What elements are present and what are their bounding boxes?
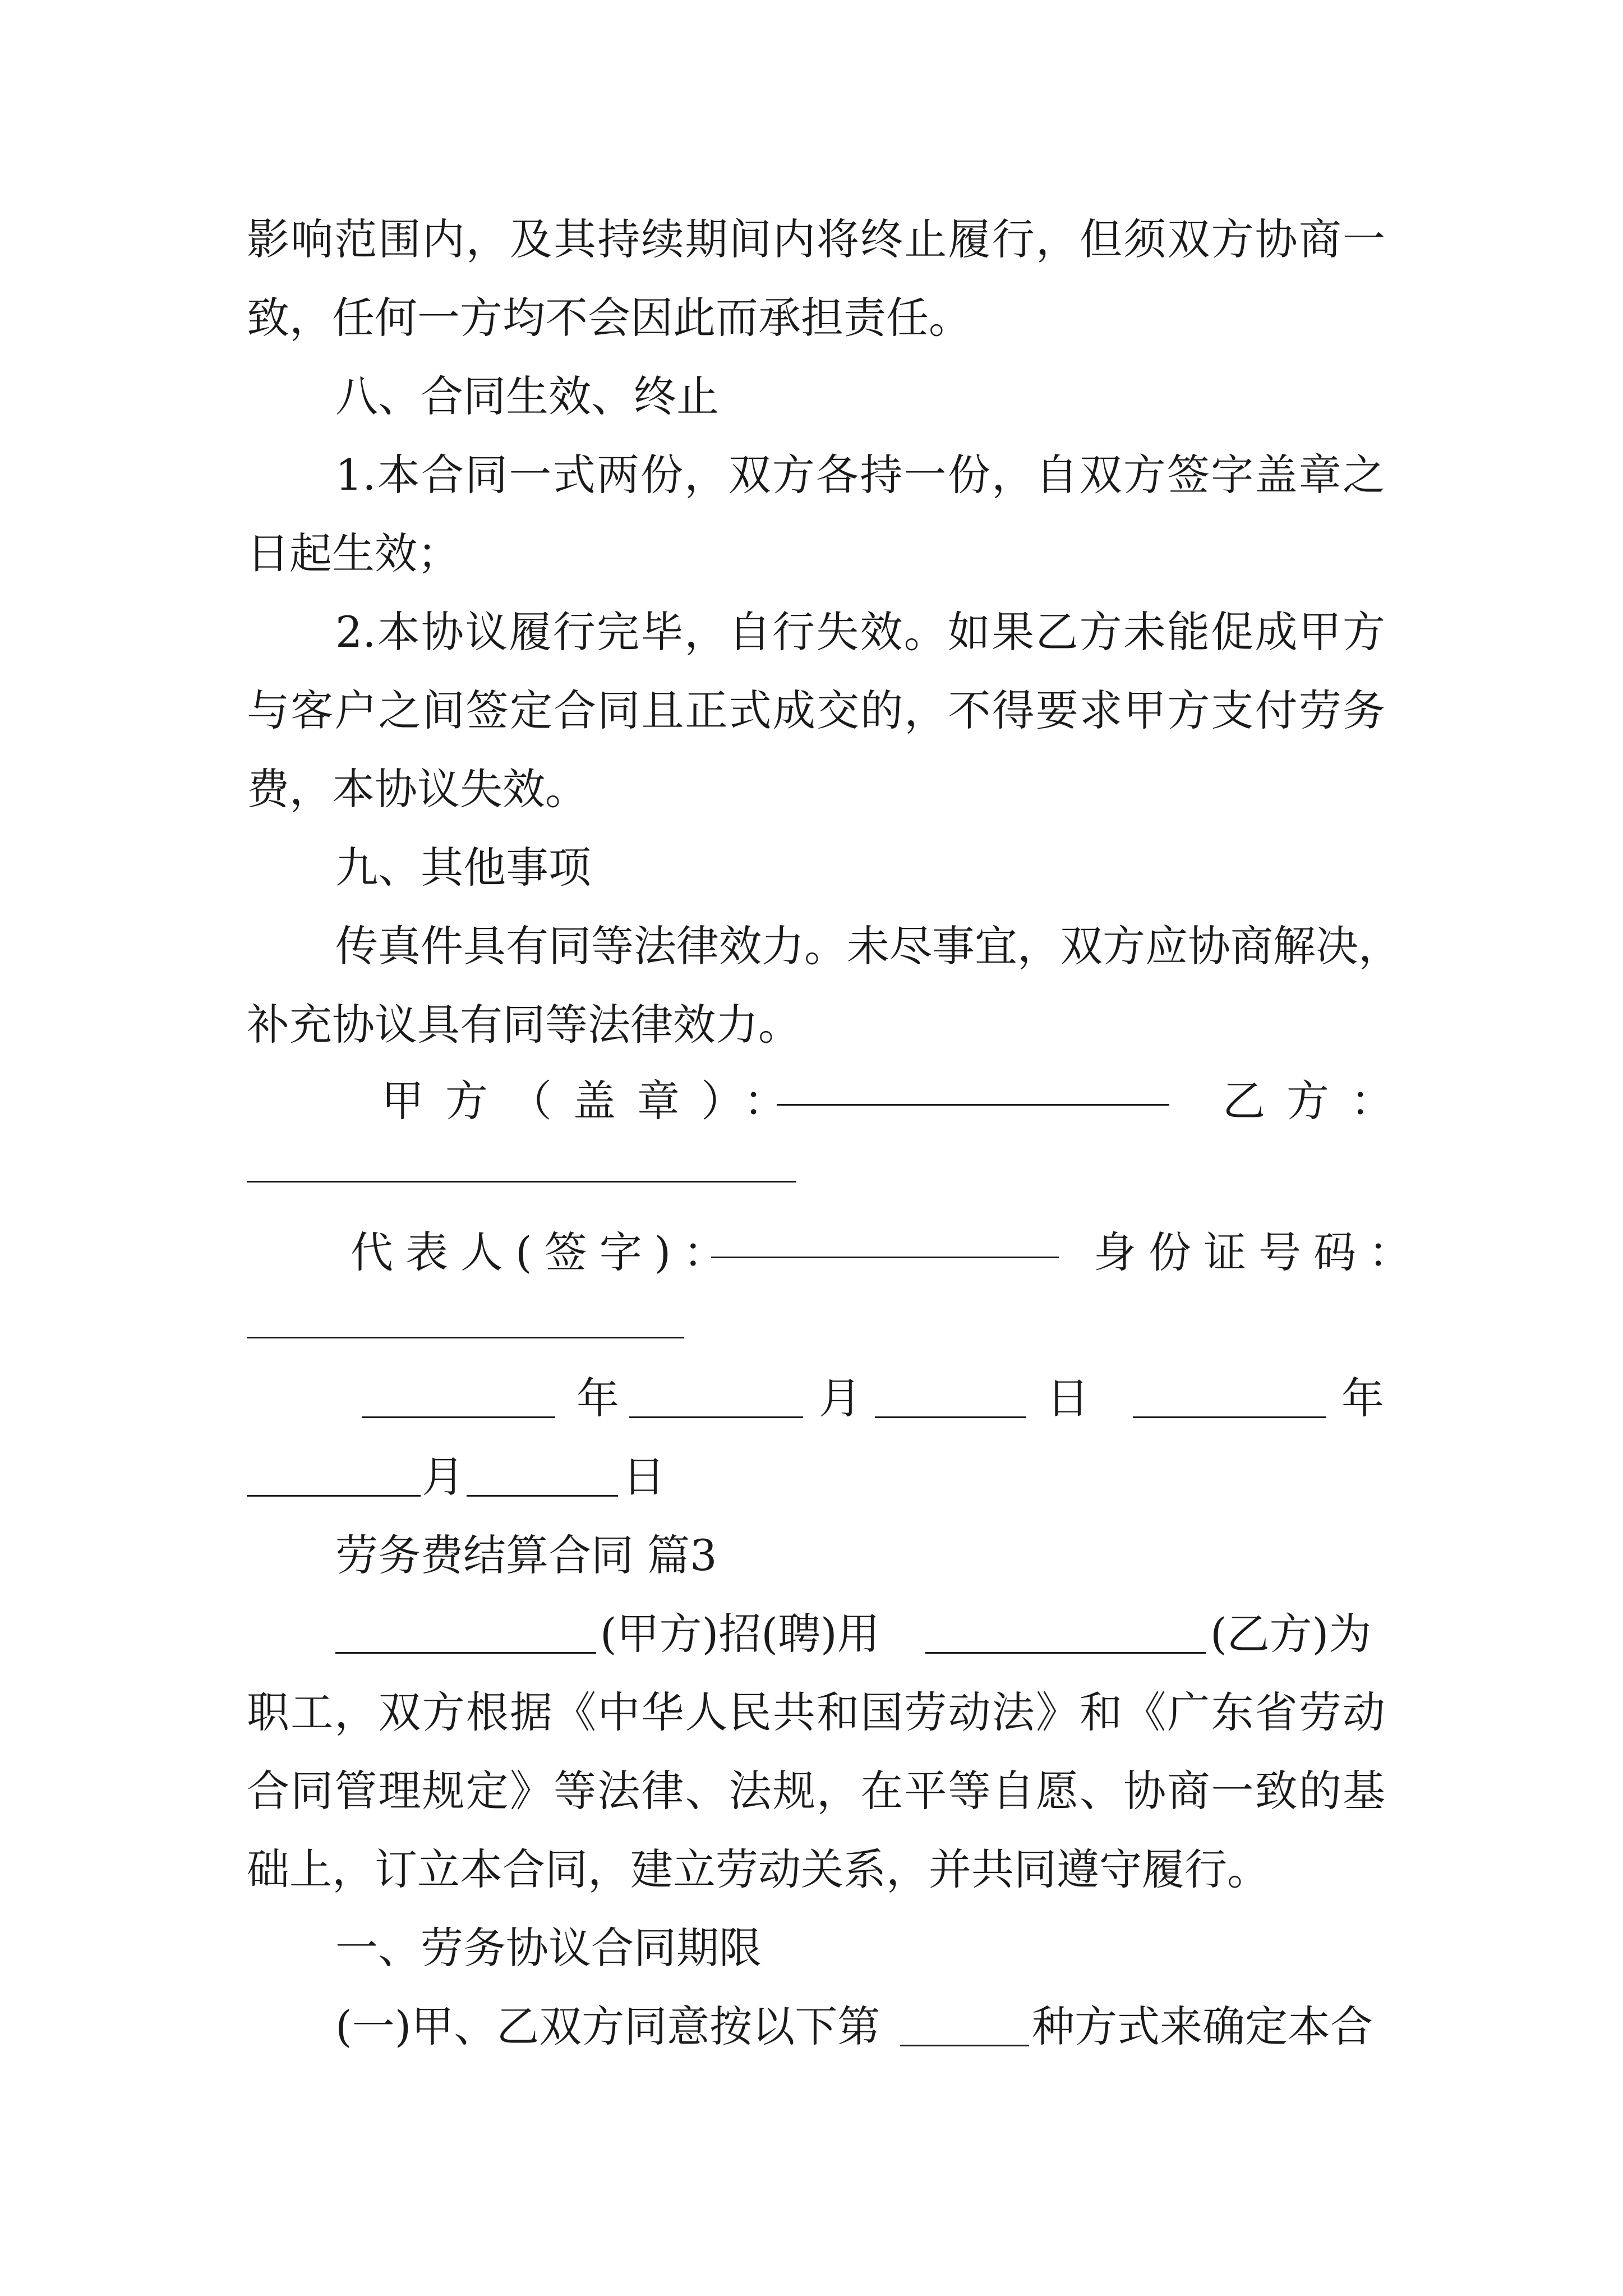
option-blank (900, 2045, 1029, 2046)
year-blank (362, 1416, 555, 1418)
section-heading: 九、其他事项 (335, 843, 591, 892)
paragraph-line: 1.本合同一式两份，双方各持一份，自双方签字盖章之 (335, 450, 1385, 500)
paragraph-line: 致，任何一方均不会因此而承担责任。 (247, 293, 971, 343)
id-number-blank (247, 1337, 684, 1338)
paragraph-line: 职工，双方根据《中华人民共和国劳动法》和《广东省劳动 (247, 1687, 1385, 1737)
representative-text: 代表人(签字)： (351, 1227, 739, 1277)
paragraph-line: 日起生效； (247, 528, 460, 578)
paragraph-line: 种方式来确定本合 (1032, 2001, 1373, 2051)
month-blank (629, 1416, 803, 1418)
party-b-blank (247, 1181, 796, 1182)
party-b-label (1223, 1062, 1414, 1140)
day-blank (875, 1416, 1026, 1418)
intro-employee-text: (乙方)为 (1210, 1609, 1372, 1659)
representative-label (351, 1213, 739, 1292)
party-a-seal-text: 甲方（盖章）： (381, 1076, 808, 1126)
month-blank-b (247, 1495, 421, 1497)
paragraph-line: 影响范围内，及其持续期间内将终止履行，但须双方协商一 (247, 214, 1385, 264)
paragraph-line: 础上，订立本合同，建立劳动关系，并共同遵守履行。 (247, 1844, 1270, 1894)
employee-blank (925, 1652, 1206, 1654)
id-number-label (1094, 1213, 1423, 1292)
paragraph-line: 合同管理规定》等法律、法规，在平等自愿、协商一致的基 (247, 1766, 1385, 1816)
paragraph-line: 传真件具有同等法律效力。未尽事宜，双方应协商解决， (335, 921, 1401, 971)
party-a-seal-label (381, 1062, 808, 1140)
paragraph-line: 与客户之间签定合同且正式成交的，不得要求甲方支付劳务 (247, 685, 1385, 735)
month-label-b: 月 (422, 1452, 464, 1502)
section-heading: 一、劳务协议合同期限 (335, 1923, 762, 1973)
month-label: 月 (819, 1373, 861, 1423)
year-label-b: 年 (1341, 1373, 1384, 1423)
paragraph-line: 补充协议具有同等法律效力。 (247, 1000, 801, 1050)
representative-blank (711, 1257, 1059, 1258)
day-label-b: 日 (623, 1452, 665, 1502)
id-number-text: 身份证号码： (1094, 1227, 1423, 1277)
intro-employer-text: (甲方)招(聘)用 (600, 1609, 880, 1659)
year-blank-b (1133, 1416, 1326, 1418)
day-label: 日 (1046, 1373, 1089, 1423)
section-heading: 八、合同生效、终止 (335, 371, 719, 421)
paragraph-line: 2.本协议履行完毕，自行失效。如果乙方未能促成甲方 (335, 607, 1385, 657)
employer-blank (335, 1652, 596, 1654)
paragraph-line: 费，本协议失效。 (247, 764, 588, 814)
part-title: 劳务费结算合同 篇3 (335, 1530, 717, 1580)
party-b-text: 乙方： (1223, 1076, 1414, 1126)
party-a-seal-blank (777, 1104, 1169, 1106)
paragraph-line: (一)甲、乙双方同意按以下第 (335, 2001, 880, 2051)
year-label: 年 (577, 1373, 619, 1423)
day-blank-b (467, 1495, 618, 1497)
